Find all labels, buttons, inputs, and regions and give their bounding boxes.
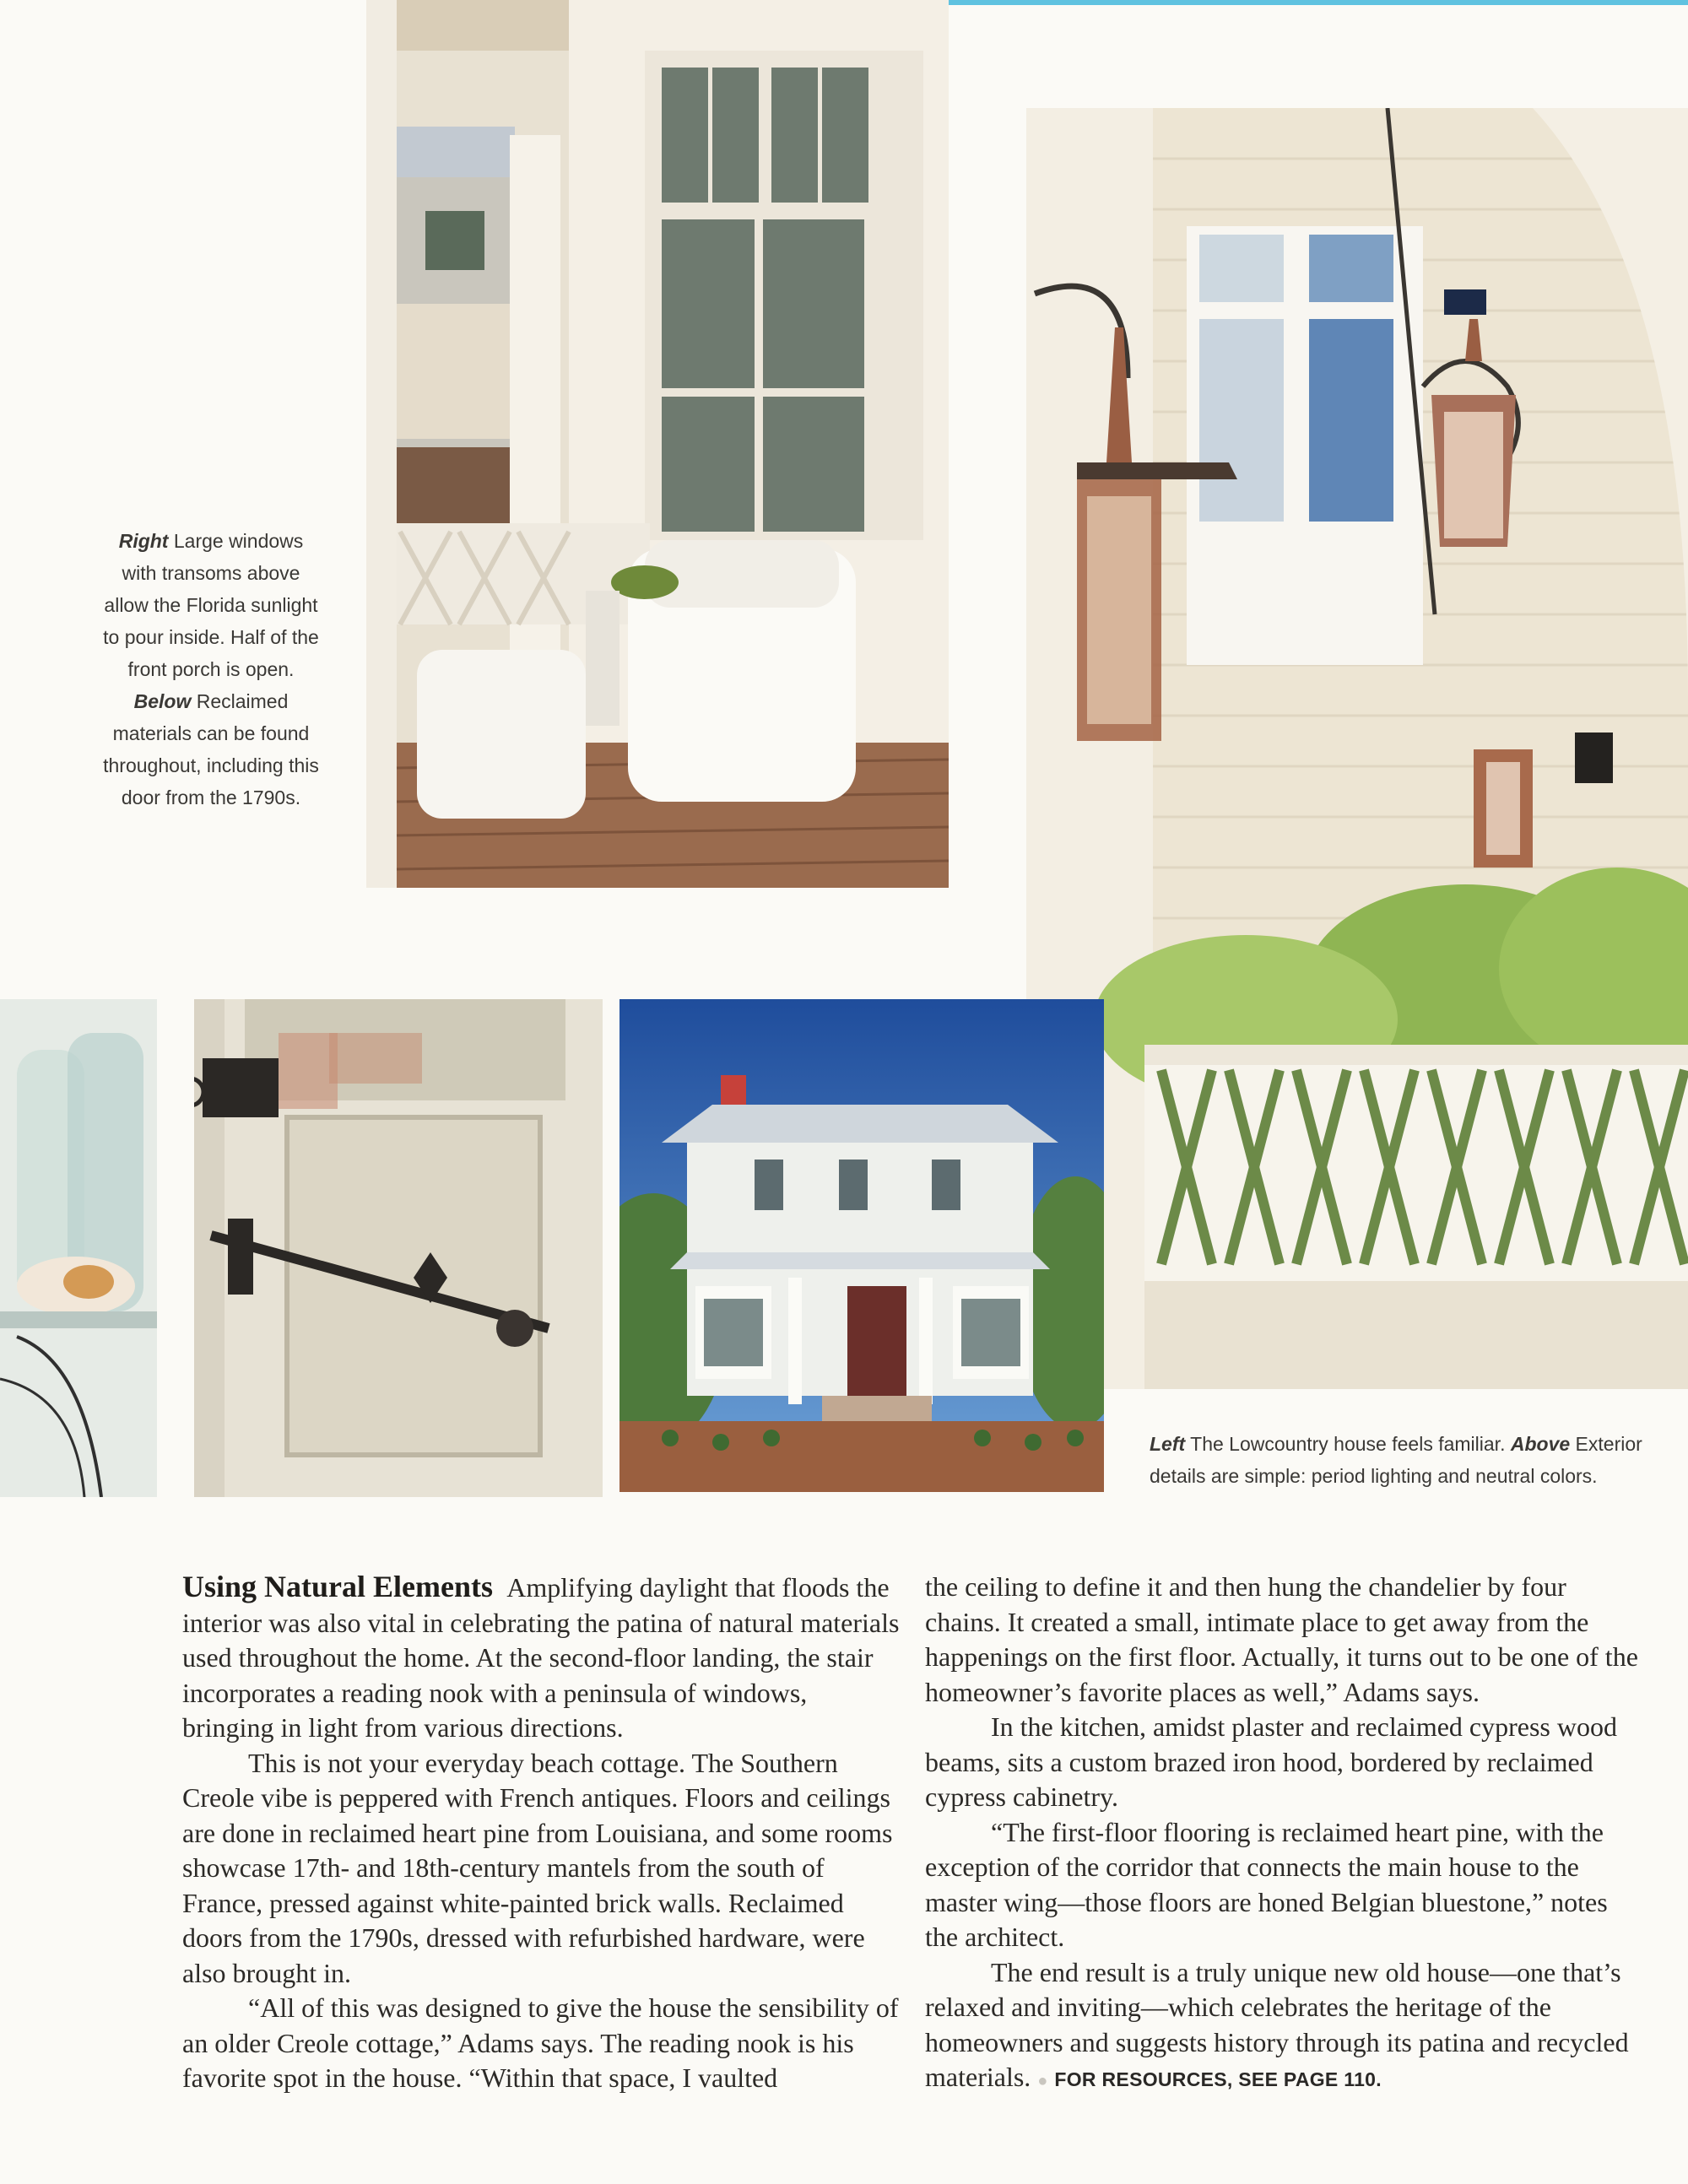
resources-note: FOR RESOURCES, SEE PAGE 110. (1054, 2068, 1382, 2090)
caption-text-right: Large windows with transoms above allow the Florida sunlight to pour inside. Half of the front porch is open. (103, 530, 319, 680)
door-detail-photo (194, 999, 603, 1497)
caption-right-below (101, 525, 321, 814)
caption-label-right: Right (118, 530, 169, 552)
article-paragraph: The end result is a truly unique new old house—one that’s relaxed and inviting—which celebrates the heritage of the homeowners and suggests history through its patina and recycled materials. ● FOR RESOURCES, SEE PAGE 110. (925, 1956, 1629, 2092)
article-paragraph: Using Natural Elements Amplifying daylight that floods the interior was also vital in celebrating the patina of natural materials used throughout the home. At the second-floor landing, the stair incorporates a reading nook with a peninsula of windows, bringing in light from various directions. (182, 1570, 900, 1743)
caption-label-below: Below (133, 690, 192, 712)
article-column-2 (925, 1570, 1642, 2100)
article-paragraph: In the kitchen, amidst plaster and reclaimed cypress wood beams, sits a custom brazed iron hood, bordered by reclaimed cypress cabinetry. (925, 1711, 1617, 1812)
caption-text-above: Exterior details are simple: period lighting and neutral colors. (1150, 1433, 1642, 1487)
caption-text-left: The Lowcountry house feels familiar. (1190, 1433, 1506, 1455)
article-paragraph: the ceiling to define it and then hung the chandelier by four chains. It created a small, intimate place to get away from the happenings on the first floor. Actually, it turns out to be one of the homeowner’s favorite places as well,” Adams says. (925, 1571, 1638, 1707)
glass-vignette-photo (0, 999, 157, 1497)
caption-left-above (1150, 1428, 1688, 1492)
article-column-1 (182, 1570, 900, 2096)
article-paragraph: “The first-floor flooring is reclaimed heart pine, with the exception of the corridor that connects the main house to the master wing—those floors are honed Belgian bluestone,” notes the architect. (925, 1816, 1608, 1952)
section-heading: Using Natural Elements (182, 1570, 493, 1603)
article-paragraph: “All of this was designed to give the house the sensibility of an older Creole cottage,” Adams says. The reading nook is his favorite spot in the house. “Within that space, I vaulted (182, 1992, 899, 2093)
lanterns-photo (1026, 108, 1688, 1389)
caption-label-above: Above (1510, 1433, 1571, 1455)
house-exterior-photo (619, 999, 1104, 1492)
caption-label-left: Left (1150, 1433, 1186, 1455)
caption-text-below: Reclaimed materials can be found throughout, including this door from the 1790s. (103, 690, 319, 808)
article-paragraph: This is not your everyday beach cottage. The Southern Creole vibe is peppered with French antiques. Floors and ceilings are done in reclaimed heart pine from Louisiana, and some rooms showcase 17th- and 18th-century mantels from the south of France, pressed against white-painted brick walls. Reclaimed doors from the 1790s, dressed with refurbished hardware, were also brought in. (182, 1747, 893, 1988)
end-bullet-icon: ● (1037, 2072, 1048, 2090)
porch-photo (366, 0, 949, 888)
